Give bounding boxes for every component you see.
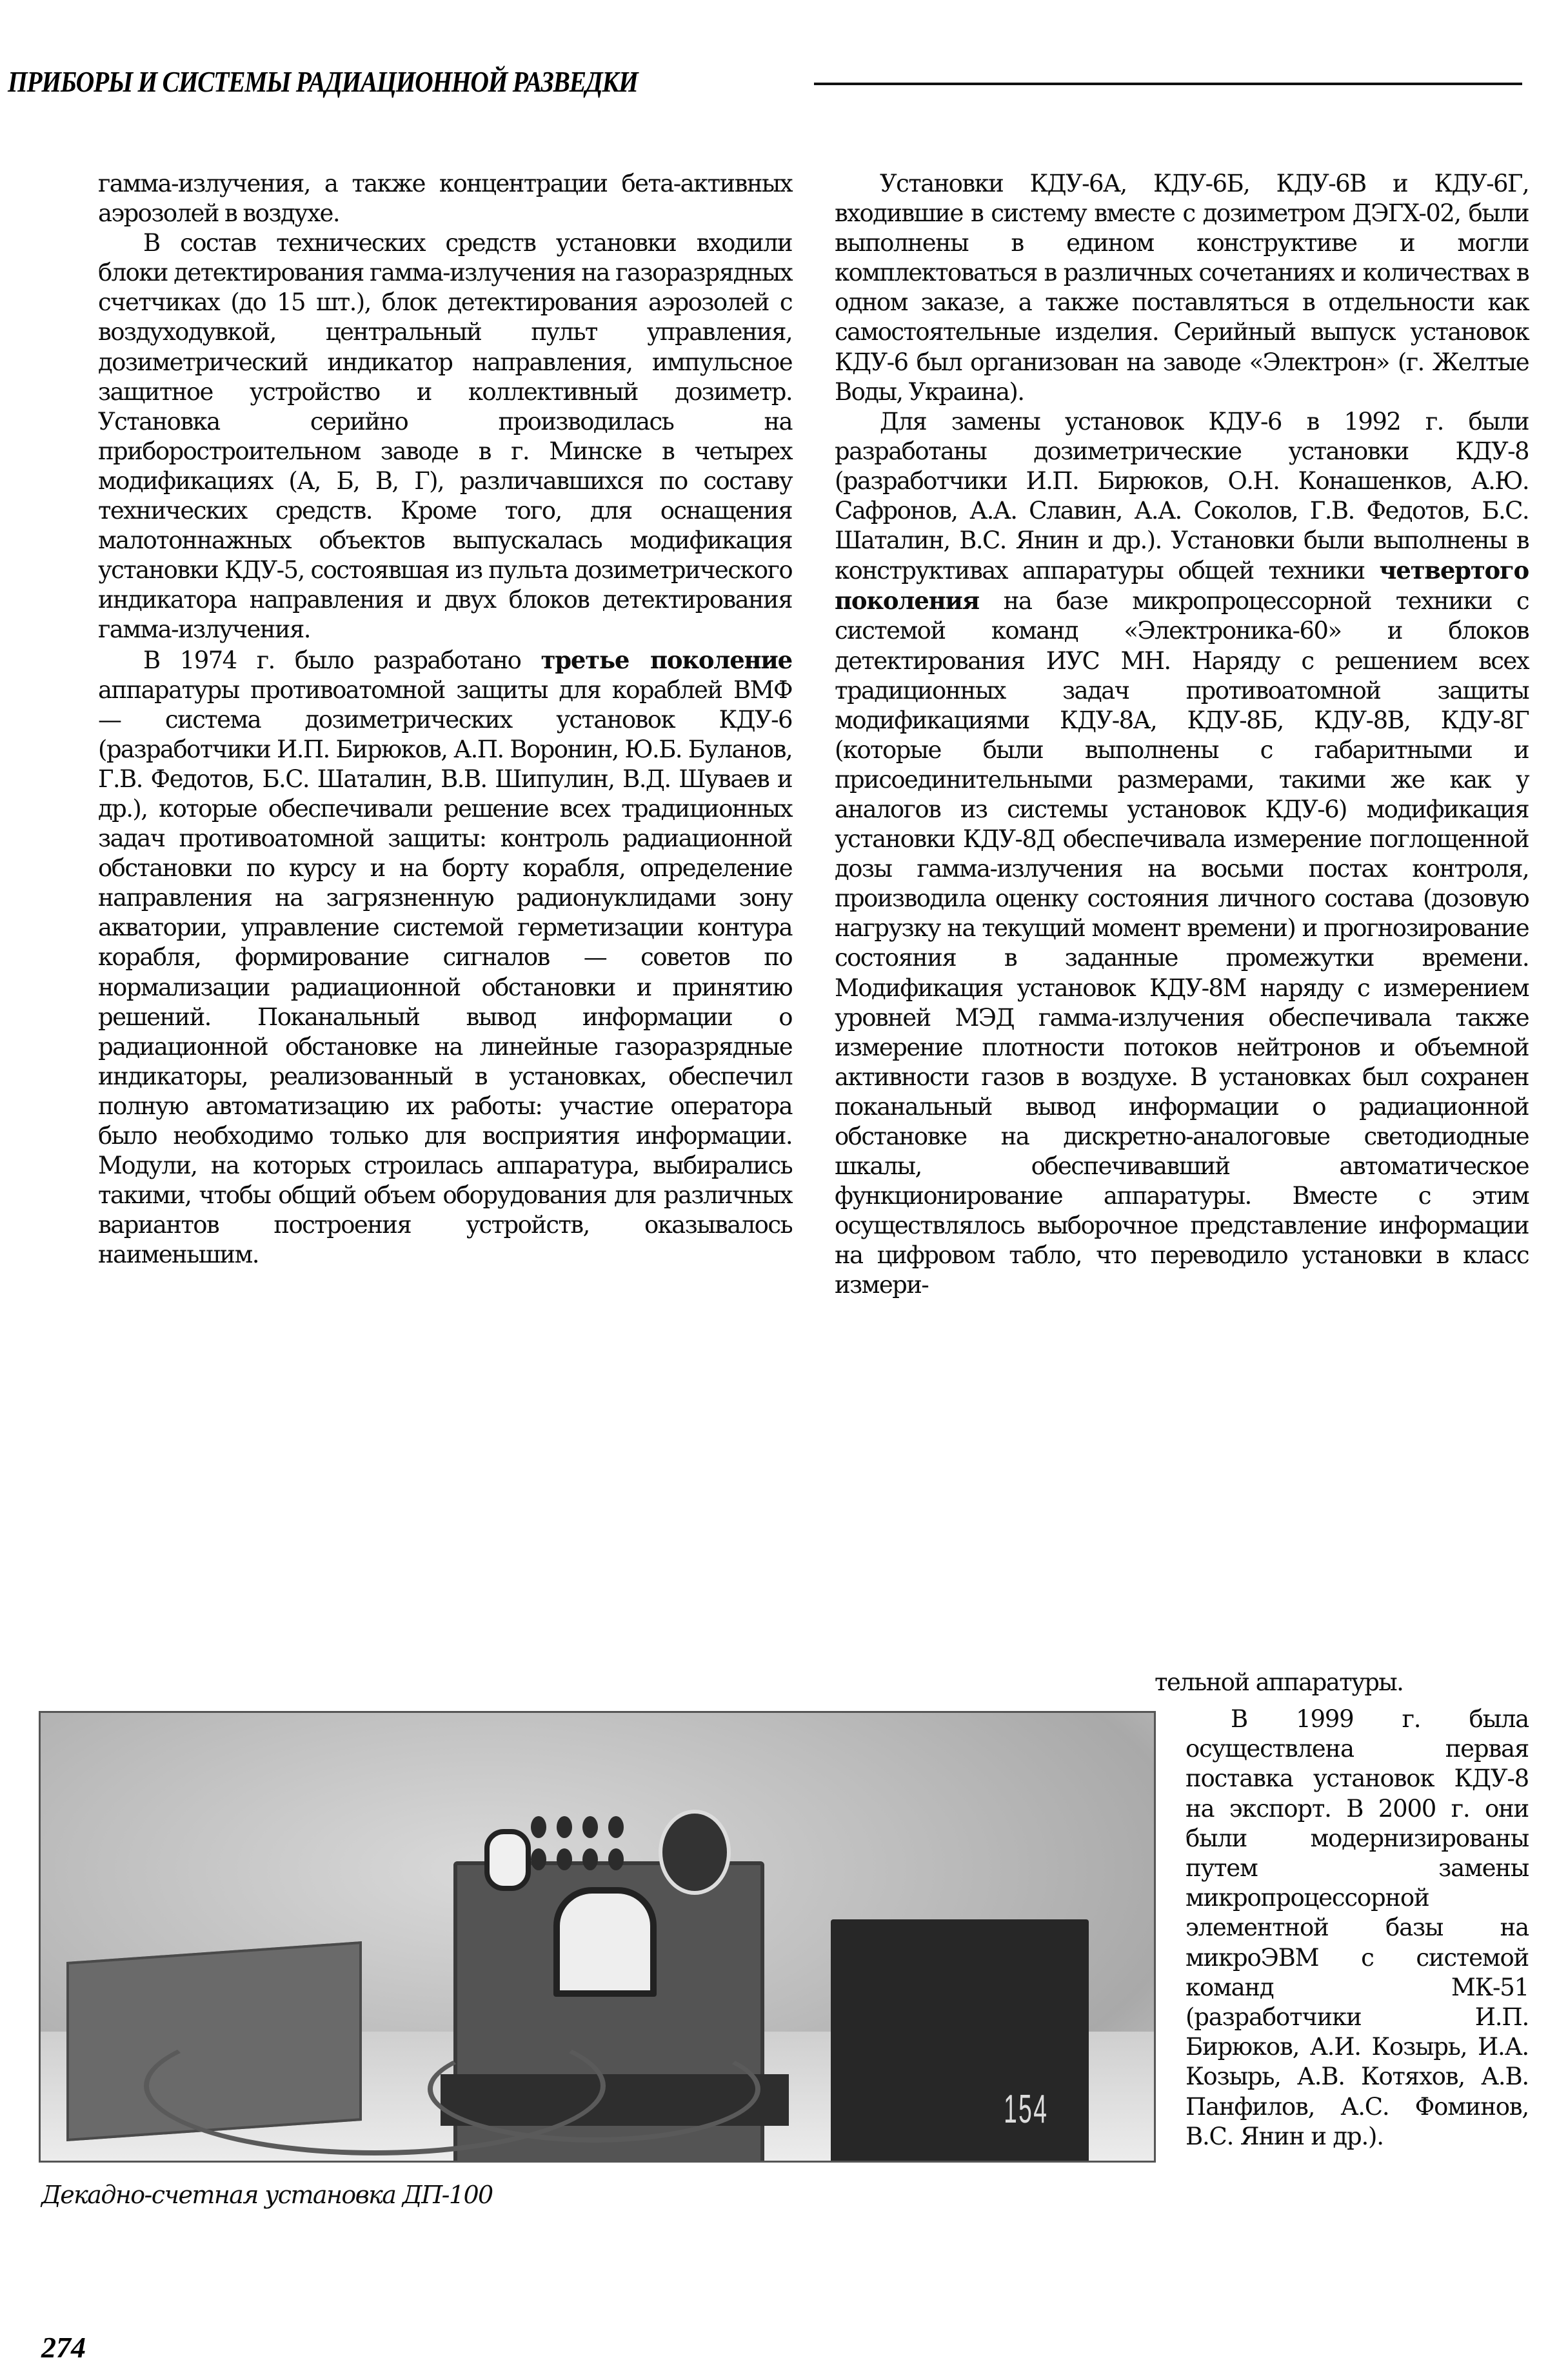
left-text-column xyxy=(98,169,792,1270)
clock-icon xyxy=(659,1810,731,1895)
analog-meter-icon xyxy=(553,1887,657,1997)
knob-icon xyxy=(557,1816,572,1838)
knob-icon xyxy=(608,1816,624,1838)
knob-icon xyxy=(582,1848,598,1870)
power-block-image xyxy=(831,1919,1089,2163)
paragraph: В 1974 г. было разработано третье поколение аппаратуры противоатомной защиты для кораблей ВМФ — система дозиметрических установок КДУ-6 (разработчики И.П. Бирюков, А.П. Воронин, Ю.Б. Буланов, Г.В. Федотов, Б.С. Шаталин, В.В. Шипулин, В.Д. Шуваев и др.), которые обеспечивали решение всех традиционных задач противоатомной защиты: контроль радиационной обстановки по курсу и на борту корабля, определение направления на загрязненную радионуклидами зону акватории, управление системой герметизации контура корабля, формирование сигналов — советов по нормализации радиационной обстановки и принятию решений. Поканальный вывод информации о радиационной обстановке на линейные газоразрядные индикаторы, реализованный в установках, обеспечил полную автоматизацию их работы: участие оператора было необходимо только для восприятия информации. Модули, на которых строилась аппаратура, выбирались такими, чтобы общий объем оборудования для различных вариантов построения устройств, оказывалось наименьшим. xyxy=(98,645,793,1269)
device-photo xyxy=(39,1711,1156,2163)
device-number-label: 154 xyxy=(1003,2087,1048,2132)
section-title: ПРИБОРЫ И СИСТЕМЫ РАДИАЦИОННОЙ РАЗВЕДКИ xyxy=(8,65,638,98)
knob-icon xyxy=(531,1848,546,1870)
paragraph: гамма-излучения, а также концентрации бета-активных аэрозолей в воздухе. xyxy=(98,170,792,228)
right-text-column xyxy=(835,169,1529,1301)
paragraph-tail: тельной аппаратуры. xyxy=(1155,1668,1404,1696)
knob-icon xyxy=(582,1816,598,1838)
knob-icon xyxy=(608,1848,624,1870)
right-narrow-column xyxy=(1186,1705,1529,2152)
emphasis-third-generation: третье поколение xyxy=(541,645,793,674)
knob-icon xyxy=(557,1848,572,1870)
figure-caption: Декадно-счетная установка ДП-100 xyxy=(41,2181,493,2209)
paragraph: В 1999 г. была осуществлена первая поставка установок КДУ-8 на экспорт. В 2000 г. они были модернизированы путем замены микропроцессорной элементной базы на микроЭВМ с системой команд МК-51 (разработчики И.П. Бирюков, А.И. Козырь, И.А. Козырь, А.В. Котяхов, А.В. Панфилов, А.С. Фоминов, В.С. Янин и др.). xyxy=(1186,1705,1529,2150)
paragraph: Установки КДУ-6А, КДУ-6Б, КДУ-6В и КДУ-6Г, входившие в систему вместе с дозиметром ДЭГХ-02, были выполнены в едином конструктиве и могли комплектоваться в различных сочетаниях и количествах в одном заказе, а также поставляться в отдельности как самостоятельные изделия. Серийный выпуск установок КДУ-6 был организован на заводе «Электрон» (г. Желтые Воды, Украина). xyxy=(835,170,1529,406)
running-header xyxy=(8,62,1530,101)
dial-icon xyxy=(484,1829,531,1891)
page-number: 274 xyxy=(41,2331,86,2364)
header-rule-divider xyxy=(814,83,1522,85)
cable-image xyxy=(428,2035,760,2143)
paragraph: В состав технических средств установки входили блоки детектирования гамма-излучения на газоразрядных счетчиках (до 15 шт.), блок детектирования аэрозолей с воздуходувкой, центральный пульт управления, дозиметрический индикатор направления, импульсное защитное устройство и коллективный дозиметр. Установка серийно производилась на приборостроительном заводе в г. Минске в четырех модификациях (А, Б, В, Г), различавшихся по составу технических средств. Кроме того, для оснащения малотоннажных объектов выпускалась модификация установки КДУ-5, состоявшая из пульта дозиметрического индикатора направления и двух блоков детектирования гамма-излучения. xyxy=(98,229,792,644)
paragraph: Для замены установок КДУ-6 в 1992 г. были разработаны дозиметрические установки КДУ-8 (разработчики И.П. Бирюков, О.Н. Конашенков, А.Ю. Сафронов, А.А. Славин, А.А. Соколов, Г.В. Федотов, Б.С. Шаталин, В.С. Янин и др.). Установки были выполнены в конструктивах аппаратуры общей техники четвертого поколения на базе микропроцессорной техники с системой команд «Электроника-60» и блоков детектирования ИУС МН. Наряду с решением всех традиционных задач противоатомной защиты модификациями КДУ-8А, КДУ-8Б, КДУ-8В, КДУ-8Г (которые были выполнены с габаритными и присоединительными размерами, такими же как у аналогов из системы установок КДУ-6) модификация установки КДУ-8Д обеспечивала измерение поглощенной дозы гамма-излучения на восьми постах контроля, производила оценку состояния личного состава (дозовую нагрузку на текущий момент времени) и прогнозирование состояния в заданные промежутки времени. Модификация установок КДУ-8М наряду с измерением уровней МЭД гамма-излучения обеспечивала также измерение плотности потоков нейтронов и объемной активности газов в воздухе. В установках был сохранен поканальный вывод информации о радиационной обстановке на дискретно-аналоговые светодиодные шкалы, обеспечивавший автоматическое функционирование аппаратуры. Вместе с этим осуществлялось выборочное представление информации на цифровом табло, что переводило установки в класс измери- xyxy=(835,407,1529,1299)
knob-icon xyxy=(531,1816,546,1838)
emphasis-fourth-generation: четвертого поколения xyxy=(835,556,1529,615)
